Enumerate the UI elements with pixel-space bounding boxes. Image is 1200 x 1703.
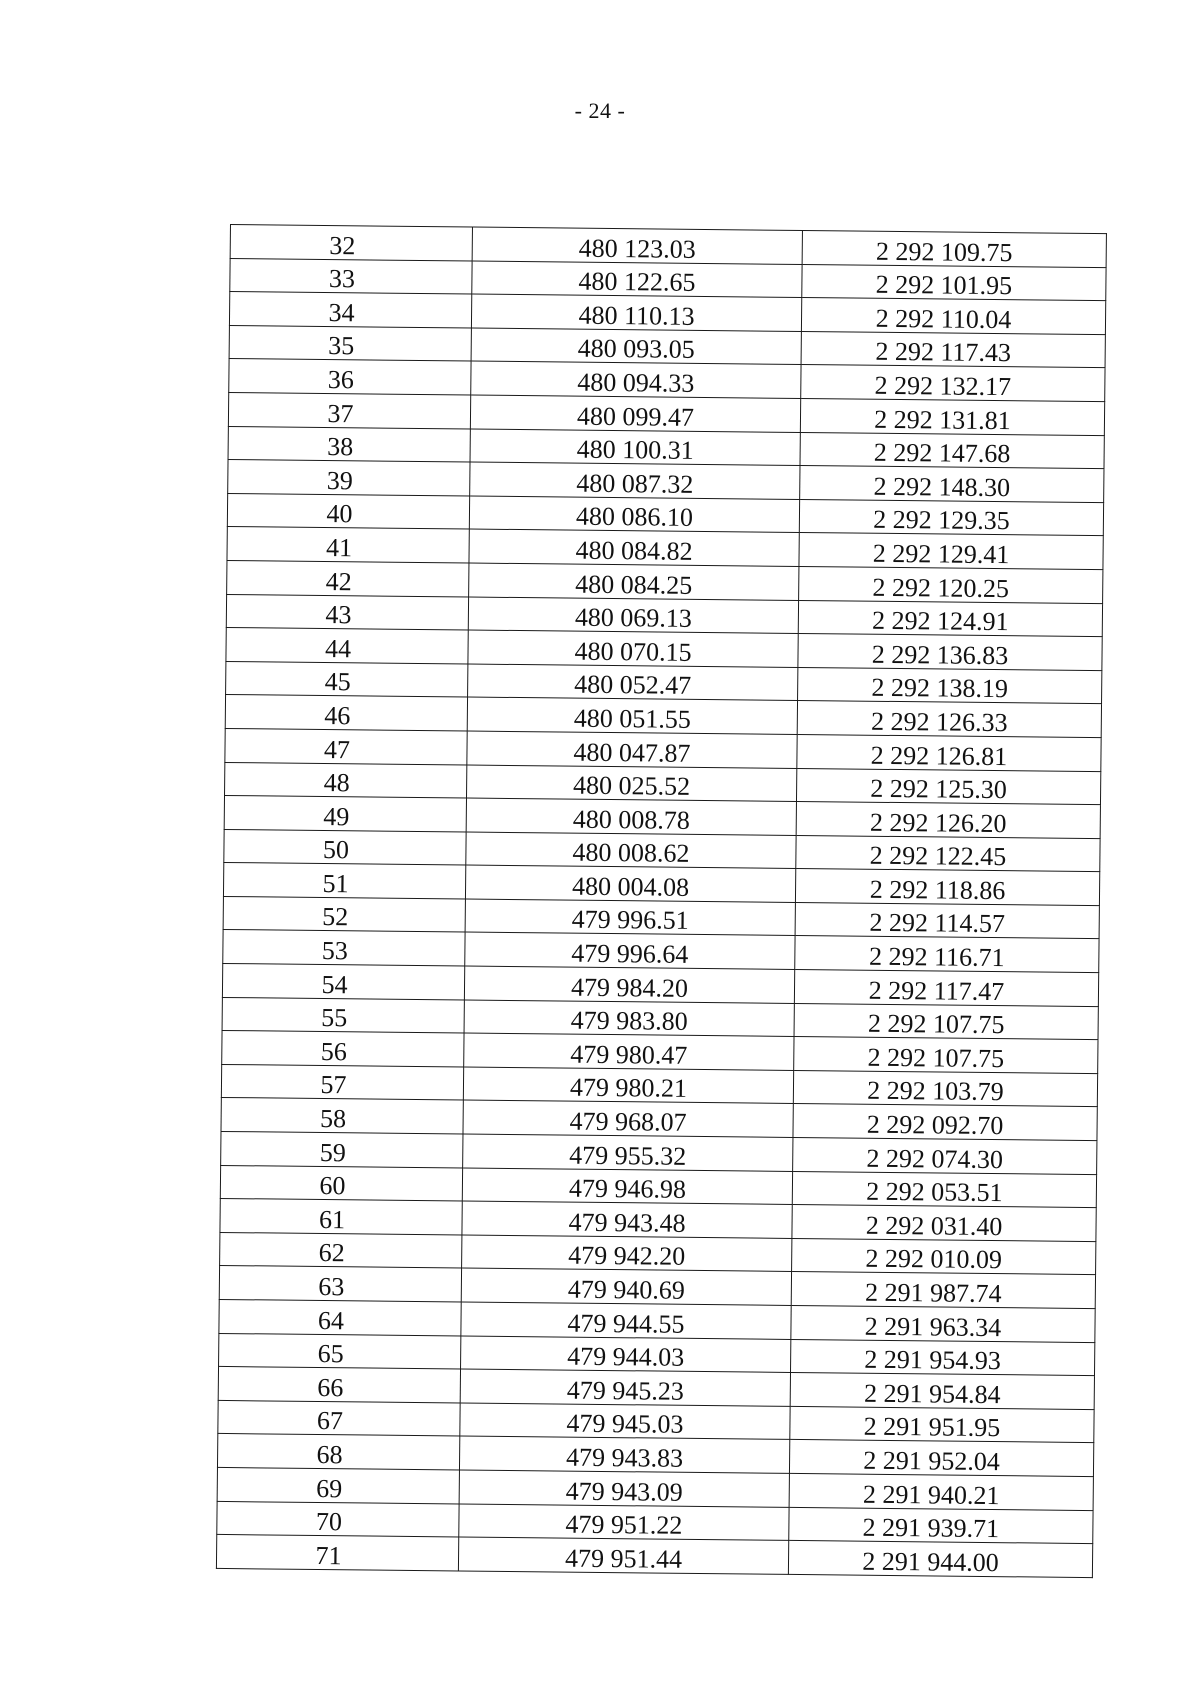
x-coordinate-cell: 480 099.47 <box>470 395 800 432</box>
y-coordinate-cell: 2 291 952.04 <box>789 1440 1093 1477</box>
point-number-cell: 52 <box>223 896 465 932</box>
x-coordinate-cell: 479 943.83 <box>459 1436 789 1473</box>
point-number-cell: 32 <box>230 225 472 261</box>
x-coordinate-cell: 479 980.47 <box>464 1033 794 1070</box>
x-coordinate-cell: 479 945.23 <box>460 1369 790 1406</box>
point-number-cell: 41 <box>227 527 469 563</box>
y-coordinate-cell: 2 291 987.74 <box>791 1272 1095 1309</box>
y-coordinate-cell: 2 292 117.47 <box>794 970 1098 1007</box>
y-coordinate-cell: 2 292 126.33 <box>797 701 1101 738</box>
point-number-cell: 64 <box>219 1299 461 1335</box>
x-coordinate-cell: 480 093.05 <box>471 328 801 365</box>
x-coordinate-cell: 480 070.15 <box>468 630 798 667</box>
y-coordinate-cell: 2 292 103.79 <box>793 1070 1097 1107</box>
point-number-cell: 71 <box>216 1535 458 1571</box>
point-number-cell: 61 <box>220 1199 462 1235</box>
point-number-cell: 62 <box>220 1232 462 1268</box>
x-coordinate-cell: 479 980.21 <box>463 1067 793 1104</box>
point-number-cell: 36 <box>229 359 471 395</box>
y-coordinate-cell: 2 292 136.83 <box>798 634 1102 671</box>
y-coordinate-cell: 2 292 118.86 <box>795 869 1099 906</box>
x-coordinate-cell: 479 955.32 <box>463 1134 793 1171</box>
y-coordinate-cell: 2 292 031.40 <box>792 1205 1096 1242</box>
x-coordinate-cell: 479 945.03 <box>460 1403 790 1440</box>
point-number-cell: 45 <box>226 661 468 697</box>
point-number-cell: 46 <box>225 695 467 731</box>
x-coordinate-cell: 479 951.22 <box>459 1504 789 1541</box>
y-coordinate-cell: 2 292 109.75 <box>802 230 1106 267</box>
point-number-cell: 67 <box>218 1400 460 1436</box>
x-coordinate-cell: 480 084.82 <box>469 529 799 566</box>
y-coordinate-cell: 2 292 147.68 <box>800 432 1104 469</box>
y-coordinate-cell: 2 291 944.00 <box>788 1541 1092 1578</box>
y-coordinate-cell: 2 292 138.19 <box>798 667 1102 704</box>
point-number-cell: 63 <box>219 1266 461 1302</box>
point-number-cell: 55 <box>222 997 464 1033</box>
x-coordinate-cell: 479 943.09 <box>459 1470 789 1507</box>
y-coordinate-cell: 2 292 114.57 <box>795 902 1099 939</box>
x-coordinate-cell: 480 069.13 <box>468 597 798 634</box>
y-coordinate-cell: 2 291 954.84 <box>790 1373 1094 1410</box>
point-number-cell: 35 <box>229 325 471 361</box>
x-coordinate-cell: 480 123.03 <box>472 227 802 264</box>
y-coordinate-cell: 2 291 939.71 <box>789 1507 1093 1544</box>
x-coordinate-cell: 480 100.31 <box>470 429 800 466</box>
y-coordinate-cell: 2 292 092.70 <box>793 1104 1097 1141</box>
x-coordinate-cell: 480 087.32 <box>470 462 800 499</box>
y-coordinate-cell: 2 292 126.81 <box>797 734 1101 771</box>
y-coordinate-cell: 2 292 120.25 <box>799 566 1103 603</box>
x-coordinate-cell: 480 052.47 <box>468 664 798 701</box>
x-coordinate-cell: 480 084.25 <box>469 563 799 600</box>
point-number-cell: 69 <box>217 1467 459 1503</box>
point-number-cell: 54 <box>222 964 464 1000</box>
x-coordinate-cell: 480 086.10 <box>469 496 799 533</box>
point-number-cell: 48 <box>225 762 467 798</box>
x-coordinate-cell: 480 047.87 <box>467 731 797 768</box>
x-coordinate-cell: 479 968.07 <box>463 1100 793 1137</box>
point-number-cell: 60 <box>220 1165 462 1201</box>
point-number-cell: 49 <box>224 796 466 832</box>
y-coordinate-cell: 2 291 940.21 <box>789 1473 1093 1510</box>
x-coordinate-cell: 479 944.03 <box>461 1336 791 1373</box>
y-coordinate-cell: 2 292 129.41 <box>799 533 1103 570</box>
y-coordinate-cell: 2 292 148.30 <box>800 466 1104 503</box>
point-number-cell: 47 <box>225 728 467 764</box>
y-coordinate-cell: 2 292 117.43 <box>801 331 1105 368</box>
point-number-cell: 53 <box>223 930 465 966</box>
point-number-cell: 66 <box>218 1367 460 1403</box>
point-number-cell: 65 <box>219 1333 461 1369</box>
x-coordinate-cell: 479 942.20 <box>462 1235 792 1272</box>
x-coordinate-cell: 480 004.08 <box>465 865 795 902</box>
y-coordinate-cell: 2 291 963.34 <box>791 1305 1095 1342</box>
point-number-cell: 51 <box>223 863 465 899</box>
y-coordinate-cell: 2 292 010.09 <box>792 1238 1096 1275</box>
x-coordinate-cell: 479 951.44 <box>458 1537 788 1574</box>
x-coordinate-cell: 480 051.55 <box>467 697 797 734</box>
point-number-cell: 38 <box>228 426 470 462</box>
x-coordinate-cell: 479 946.98 <box>462 1168 792 1205</box>
point-number-cell: 59 <box>221 1131 463 1167</box>
y-coordinate-cell: 2 292 107.75 <box>794 1003 1098 1040</box>
y-coordinate-cell: 2 292 107.75 <box>794 1037 1098 1074</box>
x-coordinate-cell: 480 025.52 <box>467 765 797 802</box>
page-number: - 24 - <box>574 98 626 123</box>
point-number-cell: 43 <box>226 594 468 630</box>
point-number-cell: 68 <box>217 1434 459 1470</box>
y-coordinate-cell: 2 292 110.04 <box>801 298 1105 335</box>
y-coordinate-cell: 2 292 126.20 <box>796 802 1100 839</box>
y-coordinate-cell: 2 291 954.93 <box>791 1339 1095 1376</box>
point-number-cell: 39 <box>228 460 470 496</box>
point-number-cell: 34 <box>229 292 471 328</box>
y-coordinate-cell: 2 292 125.30 <box>796 768 1100 805</box>
point-number-cell: 42 <box>227 560 469 596</box>
coordinates-table <box>216 224 1107 1578</box>
point-number-cell: 56 <box>222 1031 464 1067</box>
x-coordinate-cell: 479 996.64 <box>465 932 795 969</box>
y-coordinate-cell: 2 292 132.17 <box>801 365 1105 402</box>
point-number-cell: 58 <box>221 1098 463 1134</box>
y-coordinate-cell: 2 291 951.95 <box>790 1406 1094 1443</box>
point-number-cell: 33 <box>230 258 472 294</box>
x-coordinate-cell: 480 110.13 <box>471 294 801 331</box>
x-coordinate-cell: 480 122.65 <box>472 261 802 298</box>
x-coordinate-cell: 480 094.33 <box>471 361 801 398</box>
y-coordinate-cell: 2 292 122.45 <box>796 835 1100 872</box>
y-coordinate-cell: 2 292 053.51 <box>792 1171 1096 1208</box>
y-coordinate-cell: 2 292 124.91 <box>798 600 1102 637</box>
point-number-cell: 37 <box>228 392 470 428</box>
coordinates-table-body <box>216 225 1106 1578</box>
x-coordinate-cell: 479 944.55 <box>461 1302 791 1339</box>
y-coordinate-cell: 2 292 101.95 <box>802 264 1106 301</box>
point-number-cell: 57 <box>221 1064 463 1100</box>
point-number-cell: 44 <box>226 628 468 664</box>
x-coordinate-cell: 479 940.69 <box>461 1268 791 1305</box>
point-number-cell: 40 <box>227 493 469 529</box>
point-number-cell: 70 <box>217 1501 459 1537</box>
y-coordinate-cell: 2 292 074.30 <box>793 1137 1097 1174</box>
x-coordinate-cell: 479 943.48 <box>462 1201 792 1238</box>
x-coordinate-cell: 480 008.62 <box>466 832 796 869</box>
x-coordinate-cell: 480 008.78 <box>466 798 796 835</box>
x-coordinate-cell: 479 984.20 <box>464 966 794 1003</box>
y-coordinate-cell: 2 292 129.35 <box>799 499 1103 536</box>
y-coordinate-cell: 2 292 131.81 <box>800 398 1104 435</box>
x-coordinate-cell: 479 996.51 <box>465 899 795 936</box>
y-coordinate-cell: 2 292 116.71 <box>795 936 1099 973</box>
point-number-cell: 50 <box>224 829 466 865</box>
x-coordinate-cell: 479 983.80 <box>464 1000 794 1037</box>
